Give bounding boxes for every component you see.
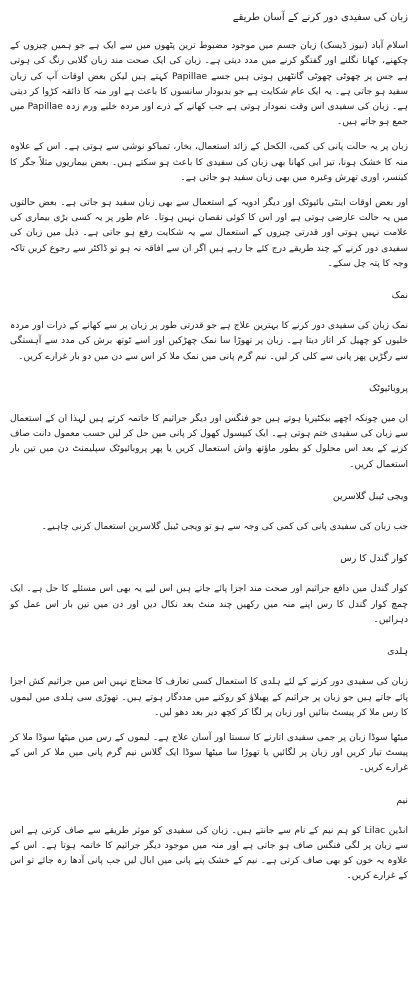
section-heading: نیم bbox=[396, 794, 408, 806]
intro-paragraph: اسلام آباد (نیوز ڈیسک) زبان جسم میں موجود مضبوط ترین پٹھوں میں سے ایک ہے جو ہمیں چیزوں کے چکھنے، کھانا نگلنے اور گفتگو کرنے میں مدد دیتی ہے۔ زبان کی ایک صحت مند زبان گلابی رنگ کی ہوتی ہے جس پر چھوٹی چھوٹی گانٹھیں ہوتی ہیں جسے Papillae کہتے ہیں لیکن بعض اوقات آپ کی زبان سفید ہو جاتی ہے۔ یہ ایک عام شکایت ہے جو بدبودار سانسوں کا باعث ہے اور منہ کا ذائقہ کڑوا کر دیتی ہے۔ زبان کی سفیدی اس وقت نمودار ہوتی ہے جب کھانے کے ذرے اور مردہ خلیے ورم زدہ Papillae میں جمع ہو جاتے ہیں۔ bbox=[10, 41, 408, 128]
section-aloe-vera bbox=[10, 551, 408, 628]
section-heading: ویجی ٹیبل گلاسرین bbox=[332, 490, 408, 502]
section-paragraph: انڈین Lilac کو ہم نیم کے نام سے جانتے ہیں۔ زبان کی سفیدی کو موثر طریقے سے صاف کرتی ہے اس سے زبان پر لگی فنگس صاف ہو جاتی ہے اور منہ میں موجود دیگر جراثیم کا خاتمہ ہوتا ہے۔ اس کے علاوہ یہ خون کو بھی صاف کرتی ہے۔ نیم کے خشک پتے پانی میں ابال لیں جب پانی آدھا رہ جائے تو اس کے غرارے کریں۔ bbox=[10, 825, 408, 882]
section-heading: پروبائیوٹک bbox=[368, 382, 408, 394]
section-neem bbox=[10, 793, 408, 885]
intro-paragraph: زبان پر یہ حالت پانی کی کمی، الکحل کے زائد استعمال، بخار، تمباکو نوشی سے ہوتی ہے۔ اس کے علاوہ منہ کا خشک ہونا، تیز ابی کھانا بھی زبان کی سفیدی کا باعث ہو سکتے ہیں۔ بعض بیماریوں مثلاً جگر کا کینسر، اوری تھرش وغیرہ میں بھی زبان سفید ہو جاتی ہے۔ bbox=[10, 142, 408, 183]
section-paragraph: ان میں چونکہ اچھے بیکٹیریا ہوتے ہیں جو فنگس اور دیگر جراثیم کا خاتمہ کرتے ہیں لہذا ان کے استعمال سے زبان کی سفیدی ختم ہوتی ہے۔ ایک کیپسول کھول کر پانی میں حل کر لیں حسب معمول دانت صاف کرنے کے بعد اس محلول کو بطور ماؤتھ واش استعمال کریں یا پھر پروبائیوٹک سپلیمنٹ دن میں تین بار استعمال کریں۔ bbox=[10, 414, 408, 470]
section-salt bbox=[10, 288, 408, 365]
section-heading: نمک bbox=[391, 290, 408, 302]
section-paragraph: کوار گندل میں دافع جراثیم اور صحت مند اجزا پائے جاتے ہیں اس لیے یہ بھی اس مسئلے کا حل ہے۔ ایک چمچ کوار گندل کا رس اپنے منہ میں رکھیں چند منٹ بعد نکال دیں اور دن میں تین بار اس عمل کو دہرائیں۔ bbox=[10, 584, 408, 625]
section-glycerin bbox=[10, 489, 408, 535]
section-paragraph: میٹھا سوڈا زبان پر جمی سفیدی اتارنے کا سستا اور آسان علاج ہے۔ لیموں کے رس میں میٹھا سوڈا ملا کر پیسٹ تیار کریں اور زبان پر لگائیں یا تھوڑا سا میٹھا سوڈا ایک گلاس نیم گرم پانی میں ملا کر اس کے غرارے کریں۔ bbox=[10, 732, 408, 774]
section-paragraph: جب زبان کی سفیدی پانی کی کمی کی وجہ سے ہو تو ویجی ٹیبل گلاسرین استعمال کرنی چاہیے۔ bbox=[41, 522, 408, 533]
intro-paragraph: اور بعض اوقات اینٹی بائیوٹک اور دیگر ادویہ کے استعمال سے بھی زبان سفید ہو جاتی ہے۔ بعض حالتوں میں یہ حالت عارضی ہوتی ہے اور اس کا کوئی نقصان نہیں ہوتا۔ عام طور پر یہ کسی بڑی بیماری کی علامت نہیں ہوتی اور قدرتی چیزوں کے استعمال سے یہ شکایت رفع ہو جاتی ہے۔ ذیل میں زبان کی سفیدی دور کرنے کے چند طریقے درج کئے جا رہے ہیں اگر ان سے افاقہ نہ ہو تو ڈاکٹر سے رجوع کریں تاکہ وجہ کا پتہ چل سکے۔ bbox=[10, 198, 408, 269]
article-title: زبان کی سفیدی دور کرنے کے آسان طریقے bbox=[232, 12, 408, 23]
section-paragraph: نمک زبان کی سفیدی دور کرنے کا بہترین علاج ہے جو قدرتی طور پر زبان پر سے کھانے کے ذرات اور مردہ خلیوں کو چھیل کر اتار دیتا ہے۔ زبان پر تھوڑا سا نمک چھڑکیں اور اسے ٹوتھ برش کی مدد سے آہستگی سے رگڑیں پھر پانی سے کلی کر لیں۔ نیم گرم پانی میں نمک ملا کر اس سے دن میں دو بار غرارے کریں۔ bbox=[10, 321, 408, 362]
section-paragraph: زبان کی سفیدی دور کرنے کے لئے ہلدی کا استعمال کسی تعارف کا محتاج نہیں اس میں جراثیم کش اجزا پائے جاتے ہیں جو زبان پر جراثیم کے پھیلاؤ کو روکنے میں مددگار ہوتے ہیں۔ تھوڑی سی ہلدی میں لیموں کا رس ملا کر پیسٹ بنائیں اور زبان پر لگا کر کچھ دیر بعد دھو لیں۔ bbox=[10, 677, 408, 718]
section-heading: کوار گندل کا رس bbox=[340, 553, 408, 565]
intro-section bbox=[10, 39, 408, 272]
section-probiotic bbox=[10, 381, 408, 473]
section-turmeric bbox=[10, 644, 408, 776]
section-heading: ہلدی bbox=[387, 646, 408, 658]
